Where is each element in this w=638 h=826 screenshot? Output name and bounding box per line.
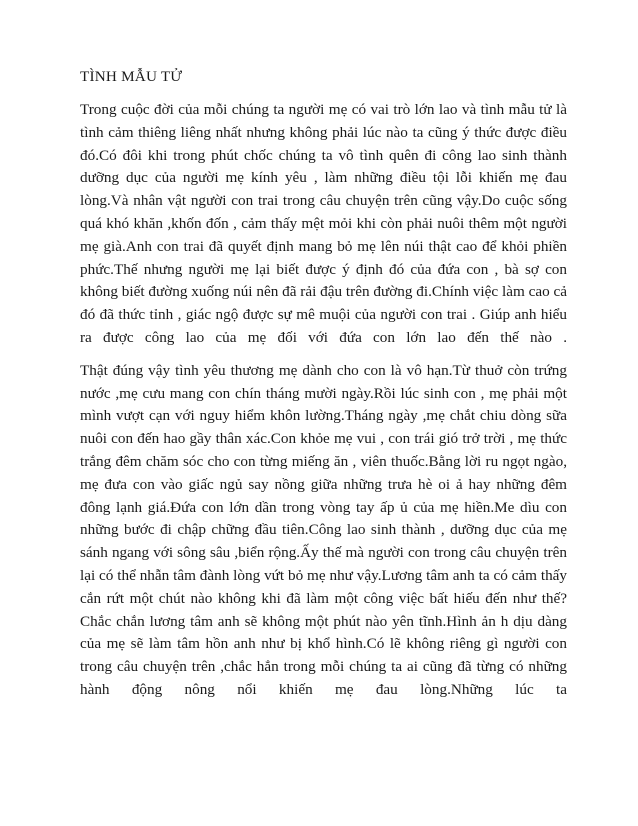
- paragraph-1: Trong cuộc đời của mỗi chúng ta người mẹ có vai trò lớn lao và tình mẫu tử là tình cảm thiêng liêng nhất nhưng không phải lúc nào ta cũng ý thức được điều đó.Có đôi khi trong phút chốc chúng ta vô tình quên đi công lao sinh thành dưỡng dục của người mẹ kính yêu , làm những điều tội lỗi khiến mẹ đau lòng.Và nhân vật người con trai trong câu chuyện trên cũng vậy.Do cuộc sống quá khó khăn ,khốn đốn , cảm thấy mệt mỏi khi còn phải nuôi thêm một người mẹ già.Anh con trai đã quyết định mang bỏ mẹ lên núi thật cao để khỏi phiền phức.Thế nhưng người mẹ lại biết được ý định đó của đứa con , bà sợ con không biết đường xuống núi nên đã rải đậu trên đường đi.Chính việc làm cao cả đó đã thức tỉnh , giác ngộ được sự mê muội của người con trai . Giúp anh hiểu ra được công lao của mẹ đối với đứa con lớn lao đến thế nào .: [80, 101, 567, 346]
- document-page: [80, 66, 567, 702]
- paragraph-2: Thật đúng vậy tình yêu thương mẹ dành cho con là vô hạn.Từ thuở còn trứng nước ,mẹ cưu mang con chín tháng mười ngày.Rồi lúc sinh con , mẹ phải một mình vượt cạn với nguy hiểm khôn lường.Tháng ngày ,mẹ chắt chiu dòng sữa nuôi con đến hao gầy thân xác.Con khỏe mẹ vui , con trái gió trở trời , mẹ thức trắng đêm chăm sóc cho con từng miếng ăn , viên thuốc.Bằng lời ru ngọt ngào, mẹ đưa con vào giấc ngủ say nồng giữa những trưa hè oi ả hay những đêm đông lạnh giá.Đứa con lớn dần trong vòng tay ấp ủ của mẹ hiền.Me dìu con những bước đi chập chững đầu tiên.Công lao sinh thành , dưỡng dục của mẹ sánh ngang với sông sâu ,biển rộng.Ấy thế mà người con trong câu chuyện trên lại có thể nhẫn tâm đành lòng vứt bỏ mẹ như vậy.Lương tâm anh ta có cảm thấy cắn rứt một chút nào không khi đã làm một công việc bất hiếu đến như thế?Chắc chắn lương tâm anh sẽ không một phút nào yên tĩnh.Hình ản h dịu dàng của mẹ sẽ làm tâm hồn anh như bị khổ hình.Có lẽ không riêng gì người con trong câu chuyện trên ,chắc hẳn trong mỗi chúng ta ai cũng đã từng có những hành động nông nổi khiến mẹ đau lòng.Những lúc ta: [80, 361, 567, 698]
- document-title: TÌNH MẪU TỬ: [80, 68, 183, 85]
